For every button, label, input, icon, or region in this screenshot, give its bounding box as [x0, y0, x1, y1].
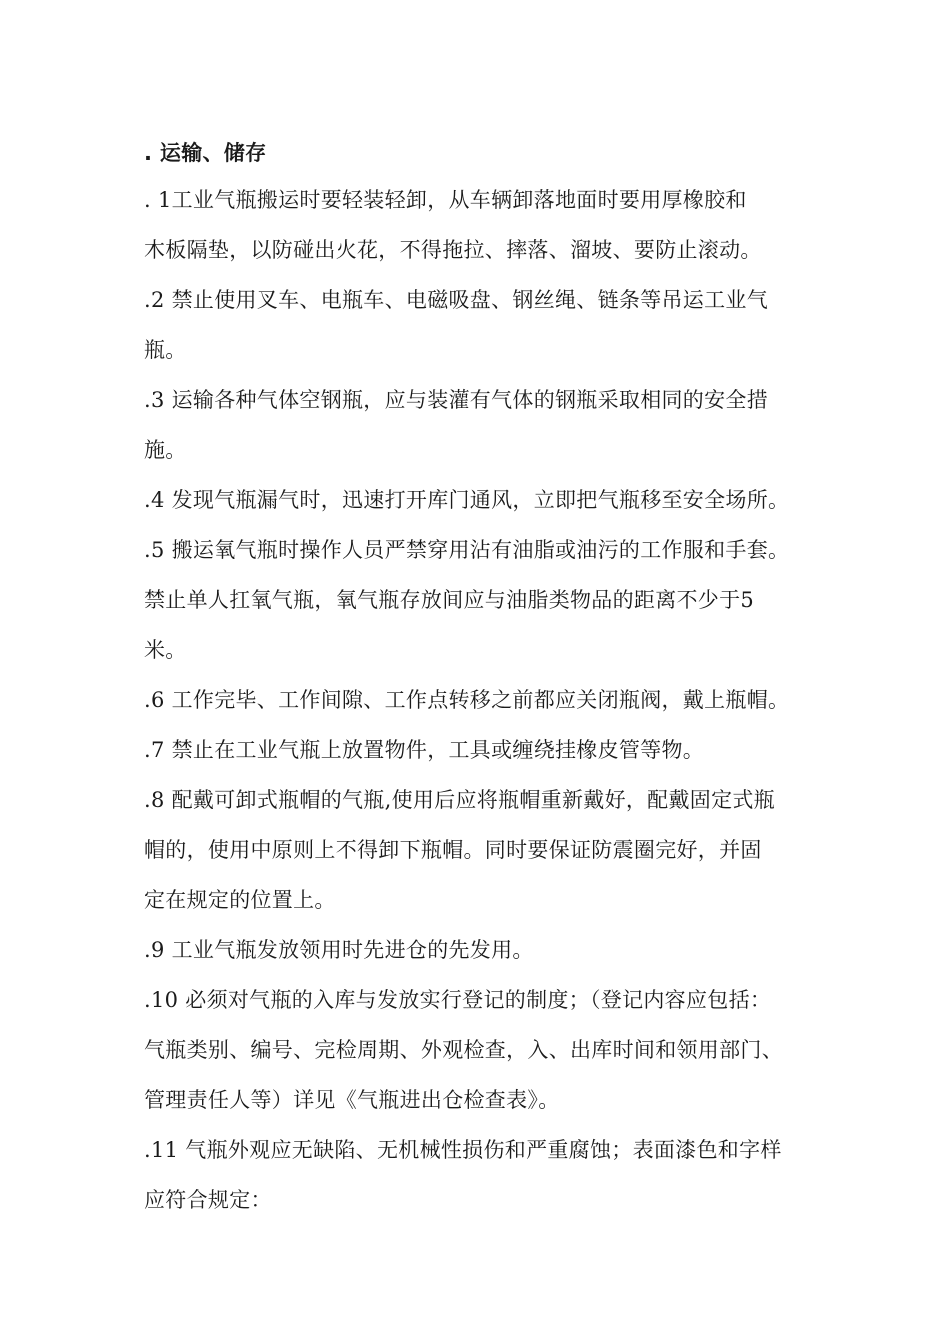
text-line: .10 必须对气瓶的入库与发放实行登记的制度；（登记内容应包括： [144, 988, 772, 1012]
text-line: .7 禁止在工业气瓶上放置物件，工具或缠绕挂橡皮管等物。 [144, 738, 705, 762]
text-line: 气瓶类别、编号、完检周期、外观检查，入、出库时间和领用部门、 [144, 1038, 783, 1062]
text-line: .4 发现气瓶漏气时，迅速打开库门通风，立即把气瓶移至安全场所。 [144, 488, 790, 512]
text-line: 定在规定的位置上。 [144, 888, 336, 912]
section-heading: . 运输、储存 [144, 141, 267, 165]
text-line: .5 搬运氧气瓶时操作人员严禁穿用沾有油脂或油污的工作服和手套。 [144, 538, 790, 562]
text-line: 禁止单人扛氧气瓶，氧气瓶存放间应与油脂类物品的距离不少于5 [144, 588, 755, 612]
text-line: 木板隔垫，以防碰出火花，不得拖拉、摔落、溜坡、要防止滚动。 [144, 238, 762, 262]
text-line: .11 气瓶外观应无缺陷、无机械性损伤和严重腐蚀；表面漆色和字样 [144, 1138, 782, 1162]
text-line: 瓶。 [144, 338, 187, 362]
text-line: 米。 [144, 638, 187, 662]
text-line: 应符合规定： [144, 1188, 272, 1212]
text-line: 帽的，使用中原则上不得卸下瓶帽。同时要保证防震圈完好，并固 [144, 838, 762, 862]
text-line: 管理责任人等）详见《气瓶进出仓检查表》。 [144, 1088, 560, 1112]
text-line: . 1工业气瓶搬运时要轻装轻卸，从车辆卸落地面时要用厚橡胶和 [144, 188, 747, 212]
text-line: .3 运输各种气体空钢瓶，应与装灌有气体的钢瓶采取相同的安全措 [144, 388, 769, 412]
text-line: 施。 [144, 438, 187, 462]
text-line: .9 工业气瓶发放领用时先进仓的先发用。 [144, 938, 534, 962]
text-line: .8 配戴可卸式瓶帽的气瓶,使用后应将瓶帽重新戴好，配戴固定式瓶 [144, 788, 775, 812]
text-line: .6 工作完毕、工作间隙、工作点转移之前都应关闭瓶阀，戴上瓶帽。 [144, 688, 790, 712]
text-line: .2 禁止使用叉车、电瓶车、电磁吸盘、钢丝绳、链条等吊运工业气 [144, 288, 769, 312]
